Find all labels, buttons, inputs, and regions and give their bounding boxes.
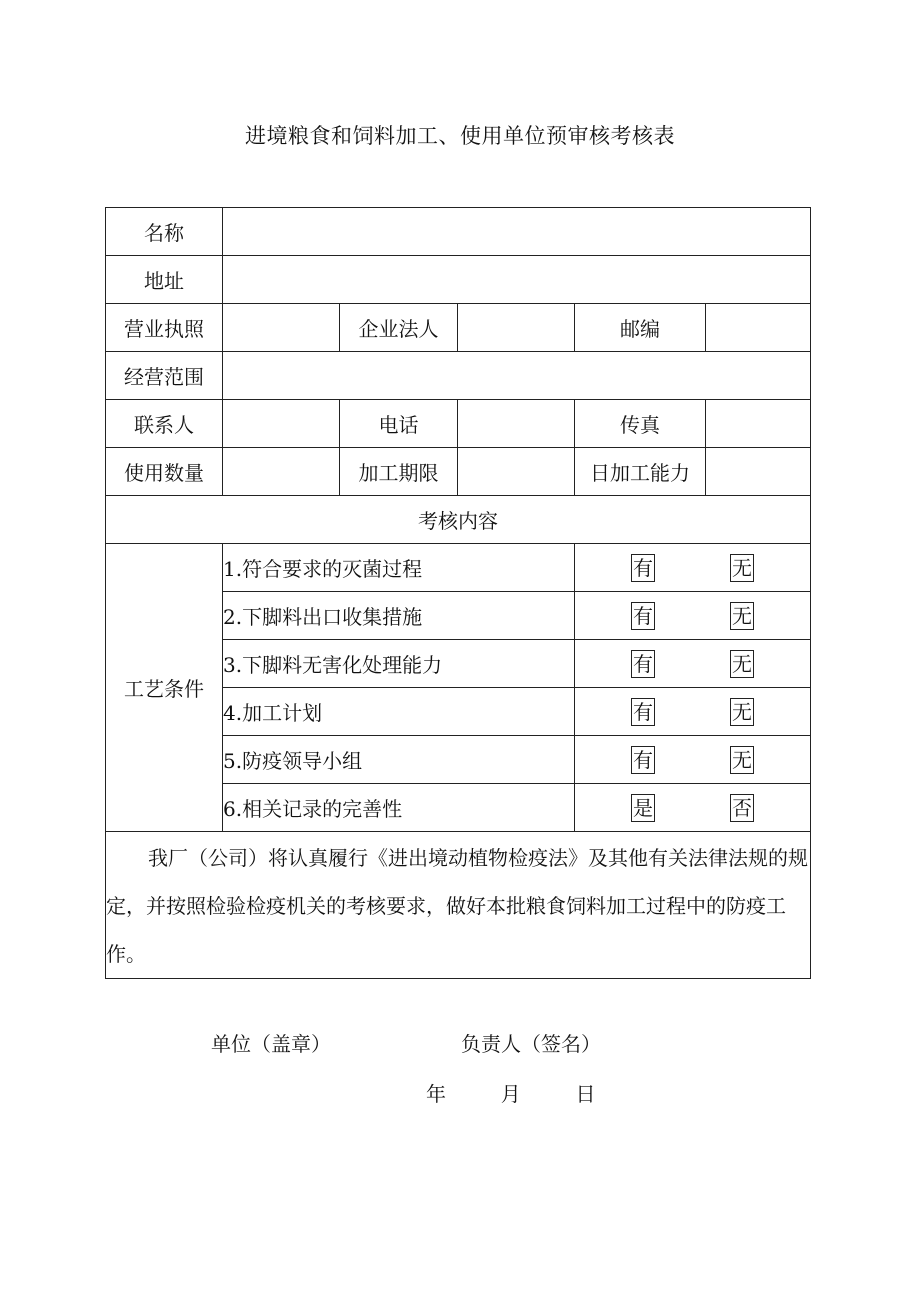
option-yes-checkbox[interactable]: 有 — [633, 700, 653, 724]
license-field[interactable] — [223, 304, 340, 352]
contact-label: 联系人 — [106, 400, 223, 448]
legal-person-label: 企业法人 — [340, 304, 458, 352]
option-no-checkbox[interactable]: 否 — [732, 796, 752, 820]
check-item-2: 2.下脚料出口收集措施 — [223, 592, 575, 640]
check-item-5: 5.防疫领导小组 — [223, 736, 575, 784]
name-label: 名称 — [106, 208, 223, 256]
option-yes-checkbox[interactable]: 是 — [633, 796, 653, 820]
row-quantity — [106, 448, 811, 496]
daily-capacity-label: 日加工能力 — [575, 448, 706, 496]
quantity-field[interactable] — [223, 448, 340, 496]
address-label: 地址 — [106, 256, 223, 304]
statement-cell — [106, 832, 811, 1106]
row-contact — [106, 400, 811, 448]
license-label: 营业执照 — [106, 304, 223, 352]
business-scope-field[interactable] — [223, 352, 811, 400]
option-yes-checkbox[interactable]: 有 — [633, 652, 653, 676]
responsible-person-label: 负责人（签名） — [461, 1032, 601, 1056]
daily-capacity-field[interactable] — [706, 448, 811, 496]
legal-person-field[interactable] — [458, 304, 575, 352]
option-yes-checkbox[interactable]: 有 — [633, 604, 653, 628]
review-form-table — [105, 207, 811, 1106]
process-conditions-label: 工艺条件 — [106, 544, 223, 832]
fax-field[interactable] — [706, 400, 811, 448]
check-item-1: 1.符合要求的灭菌过程 — [223, 544, 575, 592]
period-label: 加工期限 — [340, 448, 458, 496]
check-item-6: 6.相关记录的完善性 — [223, 784, 575, 832]
row-address — [106, 256, 811, 304]
month-label: 月 — [500, 1082, 521, 1106]
contact-field[interactable] — [223, 400, 340, 448]
year-label: 年 — [426, 1082, 446, 1106]
phone-field[interactable] — [458, 400, 575, 448]
option-no-checkbox[interactable]: 无 — [732, 700, 752, 724]
quantity-label: 使用数量 — [106, 448, 223, 496]
period-field[interactable] — [458, 448, 575, 496]
row-business-scope — [106, 352, 811, 400]
check-options-1 — [575, 544, 811, 592]
option-yes-checkbox[interactable]: 有 — [633, 556, 653, 580]
unit-seal-label: 单位（盖章） — [211, 1032, 331, 1056]
row-statement — [106, 832, 811, 979]
date-line — [426, 1078, 595, 1107]
row-section-title — [106, 496, 811, 544]
check-item-3: 3.下脚料无害化处理能力 — [223, 640, 575, 688]
phone-label: 电话 — [340, 400, 458, 448]
option-no-checkbox[interactable]: 无 — [732, 748, 752, 772]
check-item-4: 4.加工计划 — [223, 688, 575, 736]
day-label: 日 — [575, 1082, 596, 1106]
check-row-1 — [106, 544, 811, 592]
fax-label: 传真 — [575, 400, 706, 448]
check-options-5 — [575, 736, 811, 784]
row-name — [106, 208, 811, 256]
address-field[interactable] — [223, 256, 811, 304]
postcode-label: 邮编 — [575, 304, 706, 352]
check-options-2 — [575, 592, 811, 640]
check-options-4 — [575, 688, 811, 736]
check-options-3 — [575, 640, 811, 688]
option-yes-checkbox[interactable]: 有 — [633, 748, 653, 772]
name-field[interactable] — [223, 208, 811, 256]
option-no-checkbox[interactable]: 无 — [732, 556, 752, 580]
form-title: 进境粮食和饲料加工、使用单位预审核考核表 — [245, 124, 675, 148]
business-scope-label: 经营范围 — [106, 352, 223, 400]
check-options-6 — [575, 784, 811, 832]
statement-text: 我厂（公司）将认真履行《进出境动植物检疫法》及其他有关法律法规的规定，并按照检验检疫机关的考核要求，做好本批粮食饲料加工过程中的防疫工作。 — [106, 846, 808, 966]
option-no-checkbox[interactable]: 无 — [732, 652, 752, 676]
postcode-field[interactable] — [706, 304, 811, 352]
section-title: 考核内容 — [106, 496, 811, 544]
option-no-checkbox[interactable]: 无 — [732, 604, 752, 628]
row-license — [106, 304, 811, 352]
